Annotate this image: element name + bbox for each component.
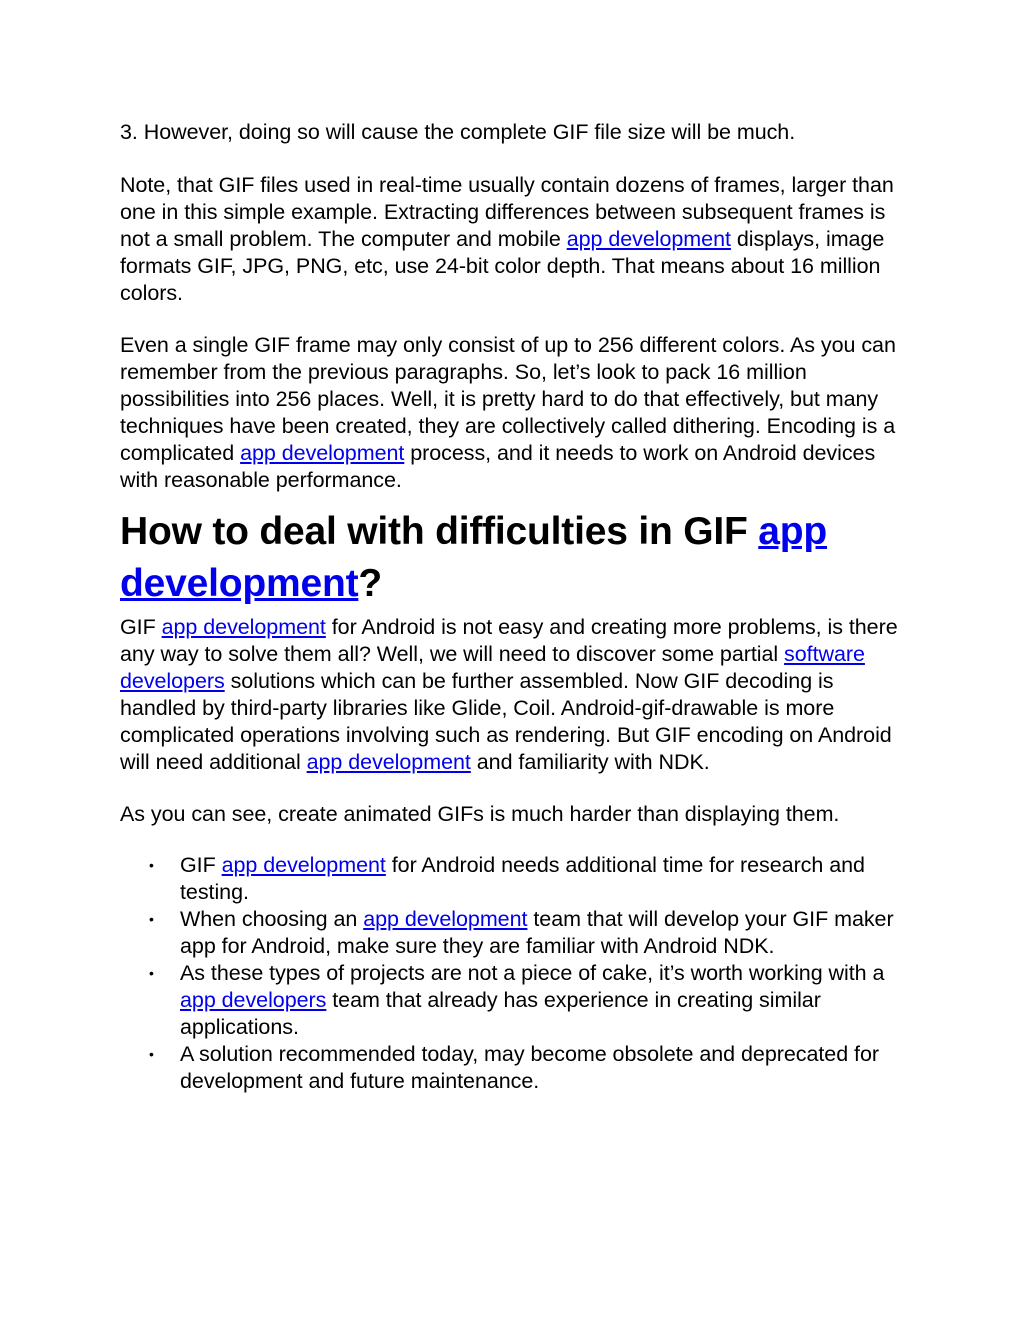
list-item-text: team that already has experience in creating similar applications.	[180, 988, 821, 1039]
app-development-link[interactable]: app development	[240, 441, 405, 465]
heading-text: ?	[358, 562, 382, 605]
paragraph-android-gif	[120, 614, 910, 776]
heading-text: How to deal with difficulties in GIF	[120, 510, 759, 553]
paragraph-text: for Android is not easy and creating more problems, is there any way to solve them all? Well, we will need to discover some partial	[120, 615, 898, 666]
paragraph-text: solutions which can be further assembled. Now GIF decoding is handled by third-party libraries like Glide, Coil. Android-gif-drawable is more complicated operations involving such as rendering. But GIF encoding on Android will need additional	[120, 669, 892, 774]
paragraph-text: GIF	[120, 615, 162, 639]
list-item-text: When choosing an	[180, 907, 364, 931]
bullet-icon: •	[149, 911, 154, 927]
list-item-text: team that will develop your GIF maker app for Android, make sure they are familiar with Android NDK.	[180, 907, 894, 958]
list-item	[120, 960, 910, 1041]
app-developers-link[interactable]: app developers	[180, 988, 327, 1012]
paragraph-gif-frames	[120, 172, 910, 307]
software-developers-link[interactable]: software developers	[120, 642, 865, 693]
paragraph-text: 3. However, doing so will cause the complete GIF file size will be much.	[120, 120, 796, 144]
list-item-text: A solution recommended today, may become obsolete and deprecated for development and future maintenance.	[180, 1042, 879, 1093]
heading-app-development-link[interactable]: app development	[120, 510, 828, 605]
paragraph-text: and familiarity with NDK.	[470, 750, 710, 774]
list-item-text: As these types of projects are not a piece of cake, it’s worth working with a	[180, 961, 885, 985]
paragraph-file-size	[120, 119, 910, 146]
paragraph-text: As you can see, create animated GIFs is much harder than displaying them.	[120, 802, 840, 826]
section-heading	[120, 506, 910, 610]
app-development-link[interactable]: app development	[161, 615, 326, 639]
paragraph-text: displays, image formats GIF, JPG, PNG, etc, use 24-bit color depth. That means about 16 million colors.	[120, 227, 885, 305]
paragraph-text: Even a single GIF frame may only consist of up to 256 different colors. As you can remember from the previous paragraphs. So, let’s look to pack 16 million possibilities into 256 places. Well, it is pretty hard to do that effectively, but many techniques have been created, they are collectively called dithering. Encoding is a complicated	[120, 333, 896, 465]
paragraph-text: process, and it needs to work on Android devices with reasonable performance.	[120, 441, 876, 492]
bullet-icon: •	[149, 1046, 154, 1062]
bullet-icon: •	[149, 857, 154, 873]
document-page	[120, 119, 910, 1095]
list-item	[120, 852, 910, 906]
list-item-text: GIF	[180, 853, 222, 877]
app-development-link[interactable]: app development	[566, 227, 731, 251]
list-item	[120, 906, 910, 960]
bullet-list	[120, 852, 910, 1095]
paragraph-summary	[120, 801, 910, 828]
list-item-text: for Android needs additional time for research and testing.	[180, 853, 865, 904]
list-item	[120, 1041, 910, 1095]
paragraph-dithering	[120, 332, 910, 494]
app-development-link[interactable]: app development	[221, 853, 386, 877]
app-development-link[interactable]: app development	[306, 750, 471, 774]
app-development-link[interactable]: app development	[363, 907, 528, 931]
bullet-icon: •	[149, 965, 154, 981]
paragraph-text: Note, that GIF files used in real-time usually contain dozens of frames, larger than one in this simple example. Extracting differences between subsequent frames is not a small problem. The computer and mobile	[120, 173, 894, 251]
